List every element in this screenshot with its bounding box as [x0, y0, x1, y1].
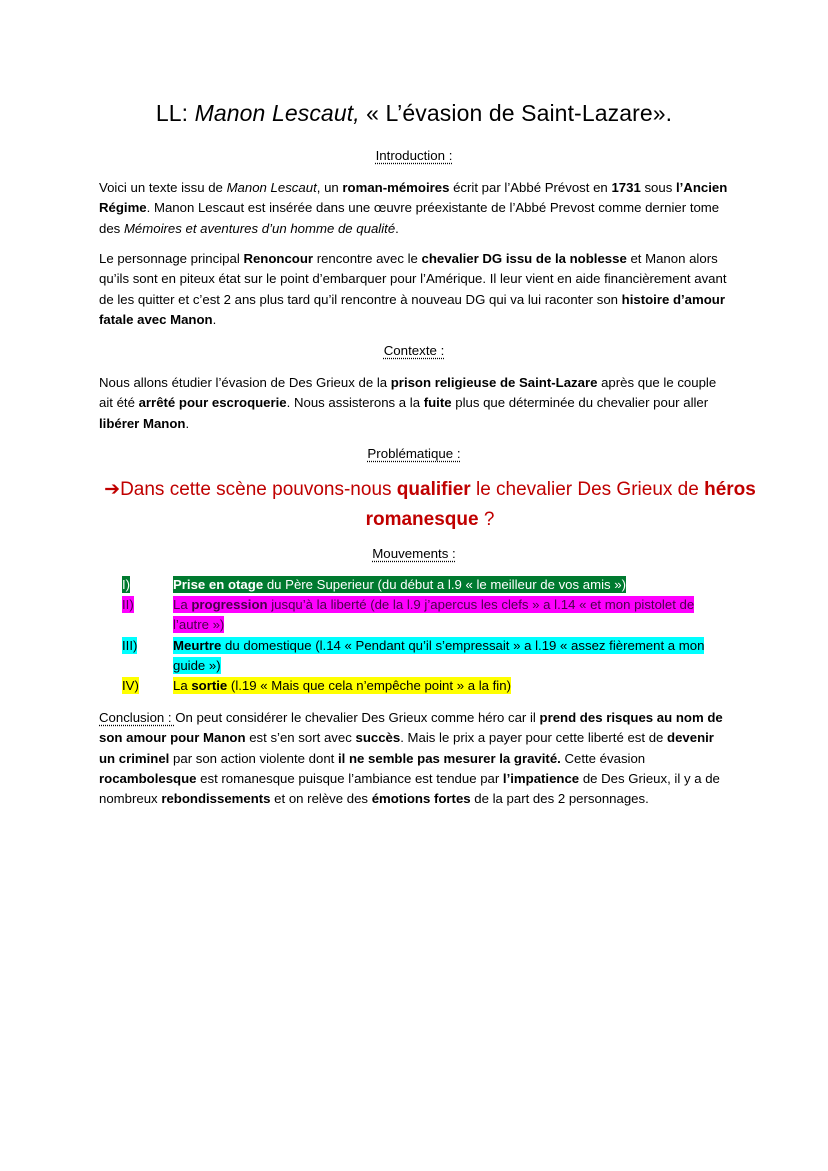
title-prefix: LL:	[155, 100, 195, 126]
contexte-heading: Contexte :	[383, 343, 445, 358]
introduction-paragraph-1: Voici un texte issu de Manon Lescaut, un roman-mémoires écrit par l’Abbé Prévost en 1731 sous l’Ancien Régime. Manon Lescaut est insérée dans une œuvre préexistante de l’Abbé Prevost comme dernier tome des Mémoires et aventures d’un homme de qualité.	[99, 180, 728, 236]
arrow-right-icon: ➔	[104, 479, 121, 500]
introduction-paragraph-2: Le personnage principal Renoncour rencontre avec le chevalier DG issu de la noblesse et Manon alors qu’ils sont en piteux état sur le point d’embarquer pour l’Amérique. Il leur vient en aide financièrement avant de les quitter et c’est 2 ans plus tard qu’il rencontre à nouveau DG qui va lui raconter son histoire d’amour fatale avec Manon.	[99, 251, 727, 327]
title-rest: « L’évasion de Saint-Lazare».	[359, 100, 673, 126]
conclusion-paragraph: Conclusion : On peut considérer le chevalier Des Grieux comme héro car il prend des risques au nom de son amour pour Manon est s’en sort avec succès. Mais le prix a payer pour cette liberté est de devenir un criminel par son action violente dont il ne semble pas mesurer la gravité. Cette évasion rocambolesque est romanesque puisque l’ambiance est tendue par l’impatience de Des Grieux, il y a de nombreux rebondissements et on relève des émotions fortes de la part des 2 personnages.	[99, 710, 723, 807]
mouvement-item-1: I) Prise en otage du Père Superieur (du début a l.9 « le meilleur de vos amis »)	[122, 577, 627, 592]
introduction-heading: Introduction :	[375, 148, 453, 163]
mouvements-list	[120, 575, 730, 696]
mouvement-item-2: II) La progression jusqu’à la liberté (de la l.9 j’apercus les clefs » a l.14 « et mon pistolet de l’autre »)	[122, 597, 695, 633]
page-title	[0, 100, 828, 127]
title-work: Manon Lescaut,	[194, 100, 360, 126]
problematique-heading: Problématique :	[367, 446, 461, 461]
problematique-question: ➔Dans cette scène pouvons-nous qualifier le chevalier Des Grieux de héros romanesque ?	[104, 479, 756, 530]
contexte-paragraph: Nous allons étudier l’évasion de Des Grieux de la prison religieuse de Saint-Lazare après que le couple ait été arrêté pour escroquerie. Nous assisterons a la fuite plus que déterminée du chevalier pour aller libérer Manon.	[99, 375, 717, 431]
mouvements-heading: Mouvements :	[372, 546, 456, 561]
mouvement-item-3: III) Meurtre du domestique (l.14 « Pendant qu’il s’empressait » a l.19 « assez fièrement a mon guide »)	[122, 637, 705, 673]
mouvement-item-4: IV) La sortie (l.19 « Mais que cela n’empêche point » a la fin)	[122, 678, 511, 694]
conclusion-label: Conclusion :	[99, 710, 176, 725]
